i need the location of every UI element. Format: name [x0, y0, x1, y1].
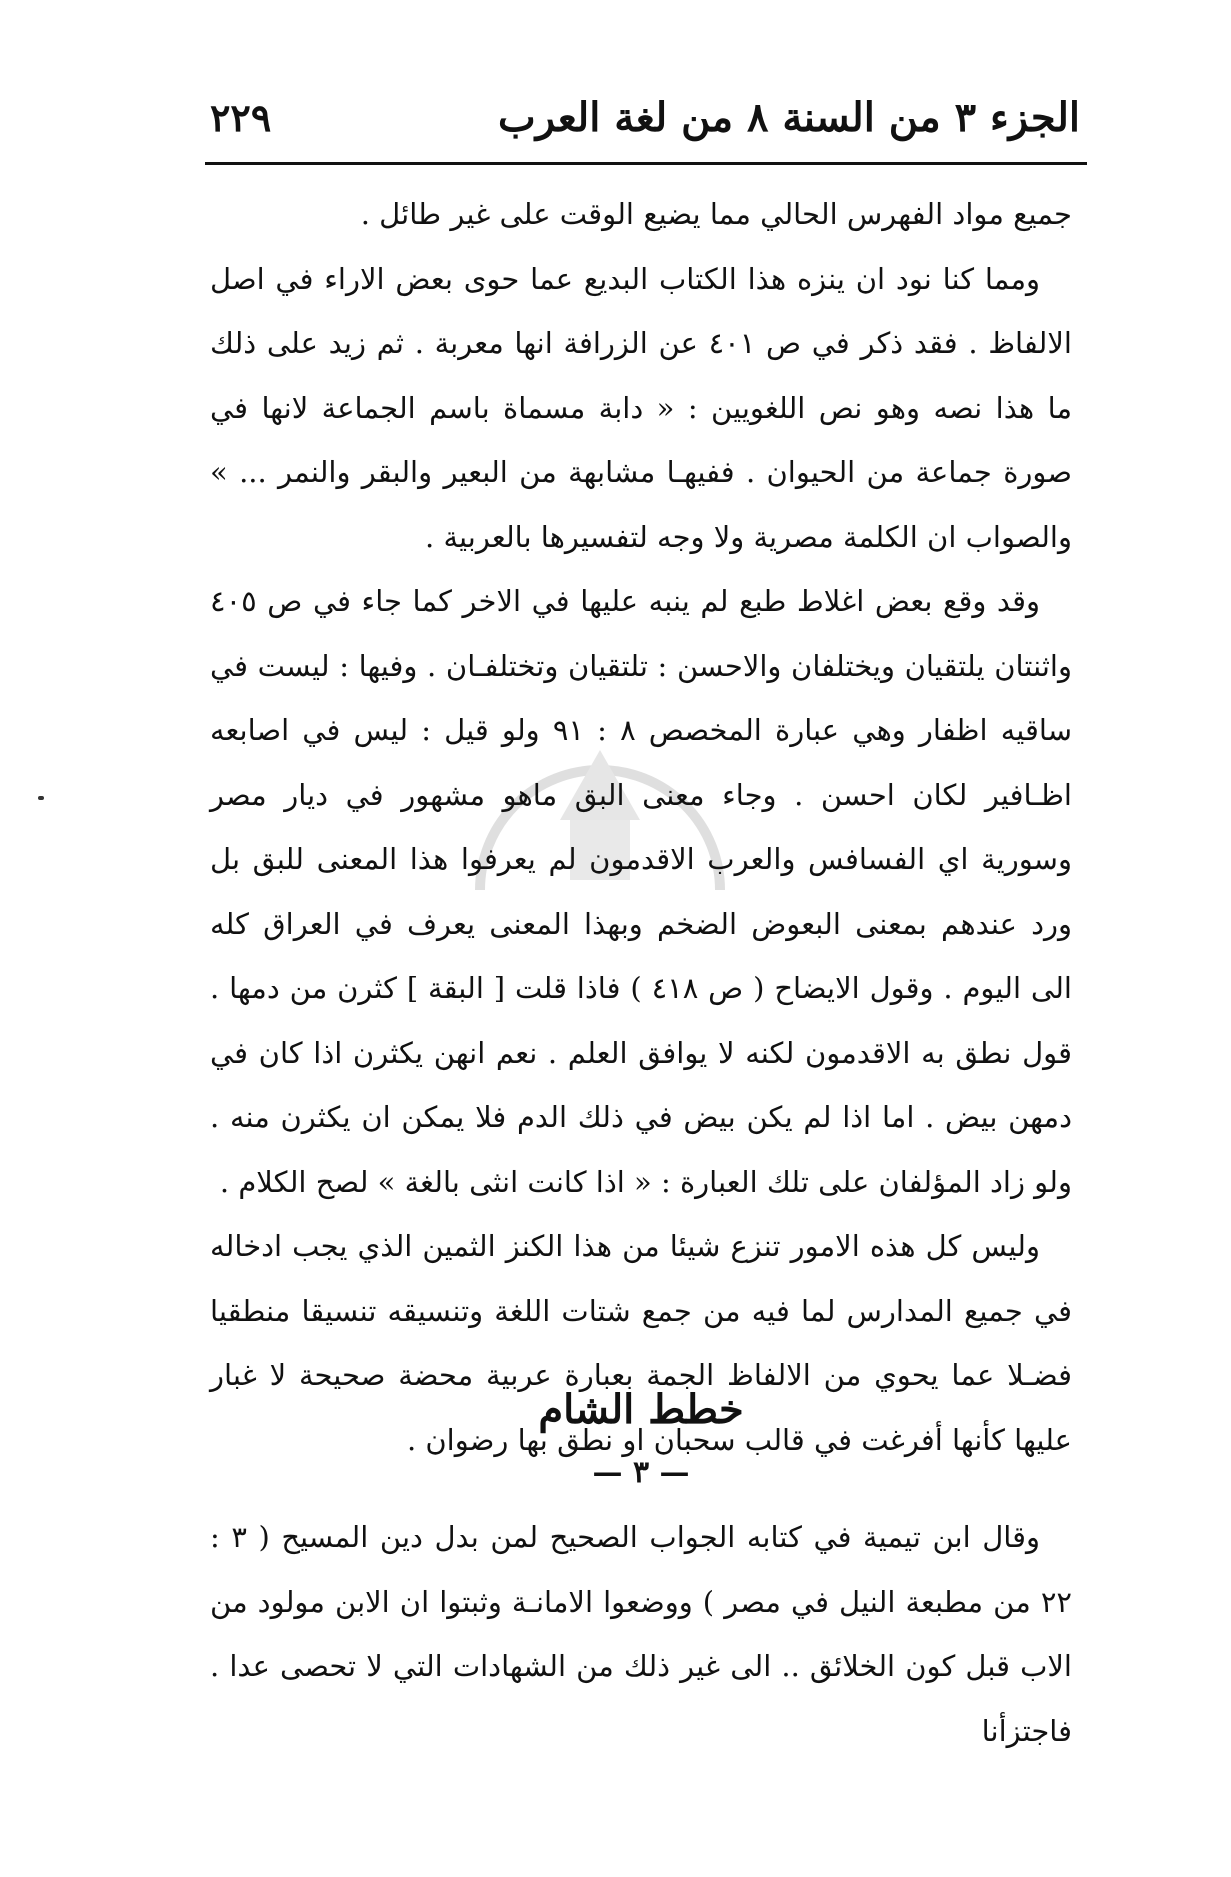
header-divider [205, 162, 1087, 165]
paragraph: وقد وقع بعض اغلاط طبع لم ينبه عليها في الاخر كما جاء في ص ٤٠٥ واثنتان يلتقيان ويختلفان والاحسن : تلتقيان وتختلفـان . وفيها : ليست في ساقيه اظفار وهي عبارة المخصص ٨ : ٩١ ولو قيل : ليس في اصابعه اظـافير لكان احسن . وجاء معنى البق ماهو مشهور في ديار مصر وسورية اي الفسافس والعرب الاقدمون لم يعرفوا هذا المعنى للبق بل ورد عندهم بمعنى البعوض الضخم وبهذا المعنى يعرف في العراق كله الى اليوم . وقول الايضاح ( ص ٤١٨ ) فاذا قلت [ البقة ] كثرن من دمها . قول نطق به الاقدمون لكنه لا يوافق العلم . نعم انهن يكثرن اذا كان في دمهن بيض . اما اذا لم يكن بيض في ذلك الدم فلا يمكن ان يكثرن منه . ولو زاد المؤلفان على تلك العبارة : « اذا كانت انثى بالغة » لصح الكلام . [210, 584, 1072, 1199]
article-body [210, 182, 1072, 1472]
section-heading-block [210, 1380, 1072, 1498]
paragraph: وليس كل هذه الامور تنزع شيئا من هذا الكنز الثمين الذي يجب ادخاله في جميع المدارس لما فيه من جمع شتات اللغة وتنسيقه تنسيقا منطقيا فضـلا عما يحوي من الالفاظ الجمة بعبارة عربية محضة صحيحة لا غبار عليها كأنها أفرغت في قالب سحبان او نطق بها رضوان . [210, 1229, 1072, 1457]
section-number: — ٣ — [592, 1455, 690, 1490]
section-title: خطط الشام [538, 1386, 744, 1433]
page-header [210, 88, 1080, 148]
section-body [210, 1505, 1072, 1763]
paragraph: جميع مواد الفهرس الحالي مما يضيع الوقت على غير طائل . [360, 197, 1072, 231]
page-number: ٢٢٩ [210, 95, 272, 140]
margin-speck [38, 796, 44, 800]
paragraph: ومما كنا نود ان ينزه هذا الكتاب البديع عما حوى بعض الاراء في اصل الالفاظ . فقد ذكر في ص ٤٠١ عن الزرافة انها معربة . ثم زيد على ذلك ما هذا نصه وهو نص اللغويين : « دابة مسماة باسم الجماعة لانها في صورة جماعة من الحيوان . ففيهـا مشابهة من البعير والبقر والنمر ... » والصواب ان الكلمة مصرية ولا وجه لتفسيرها بالعربية . [210, 261, 1072, 554]
paragraph: وقال ابن تيمية في كتابه الجواب الصحيح لمن بدل دين المسيح ( ٣ : ٢٢ من مطبعة النيل في مصر ) ووضعوا الامانـة وثبتوا ان الابن مولود من الاب قبل كون الخلائق .. الى غير ذلك من الشهادات التي لا تحصى عدا . فاجتزأنا [210, 1520, 1072, 1748]
running-title: الجزء ٣ من السنة ٨ من لغة العرب [498, 94, 1080, 141]
